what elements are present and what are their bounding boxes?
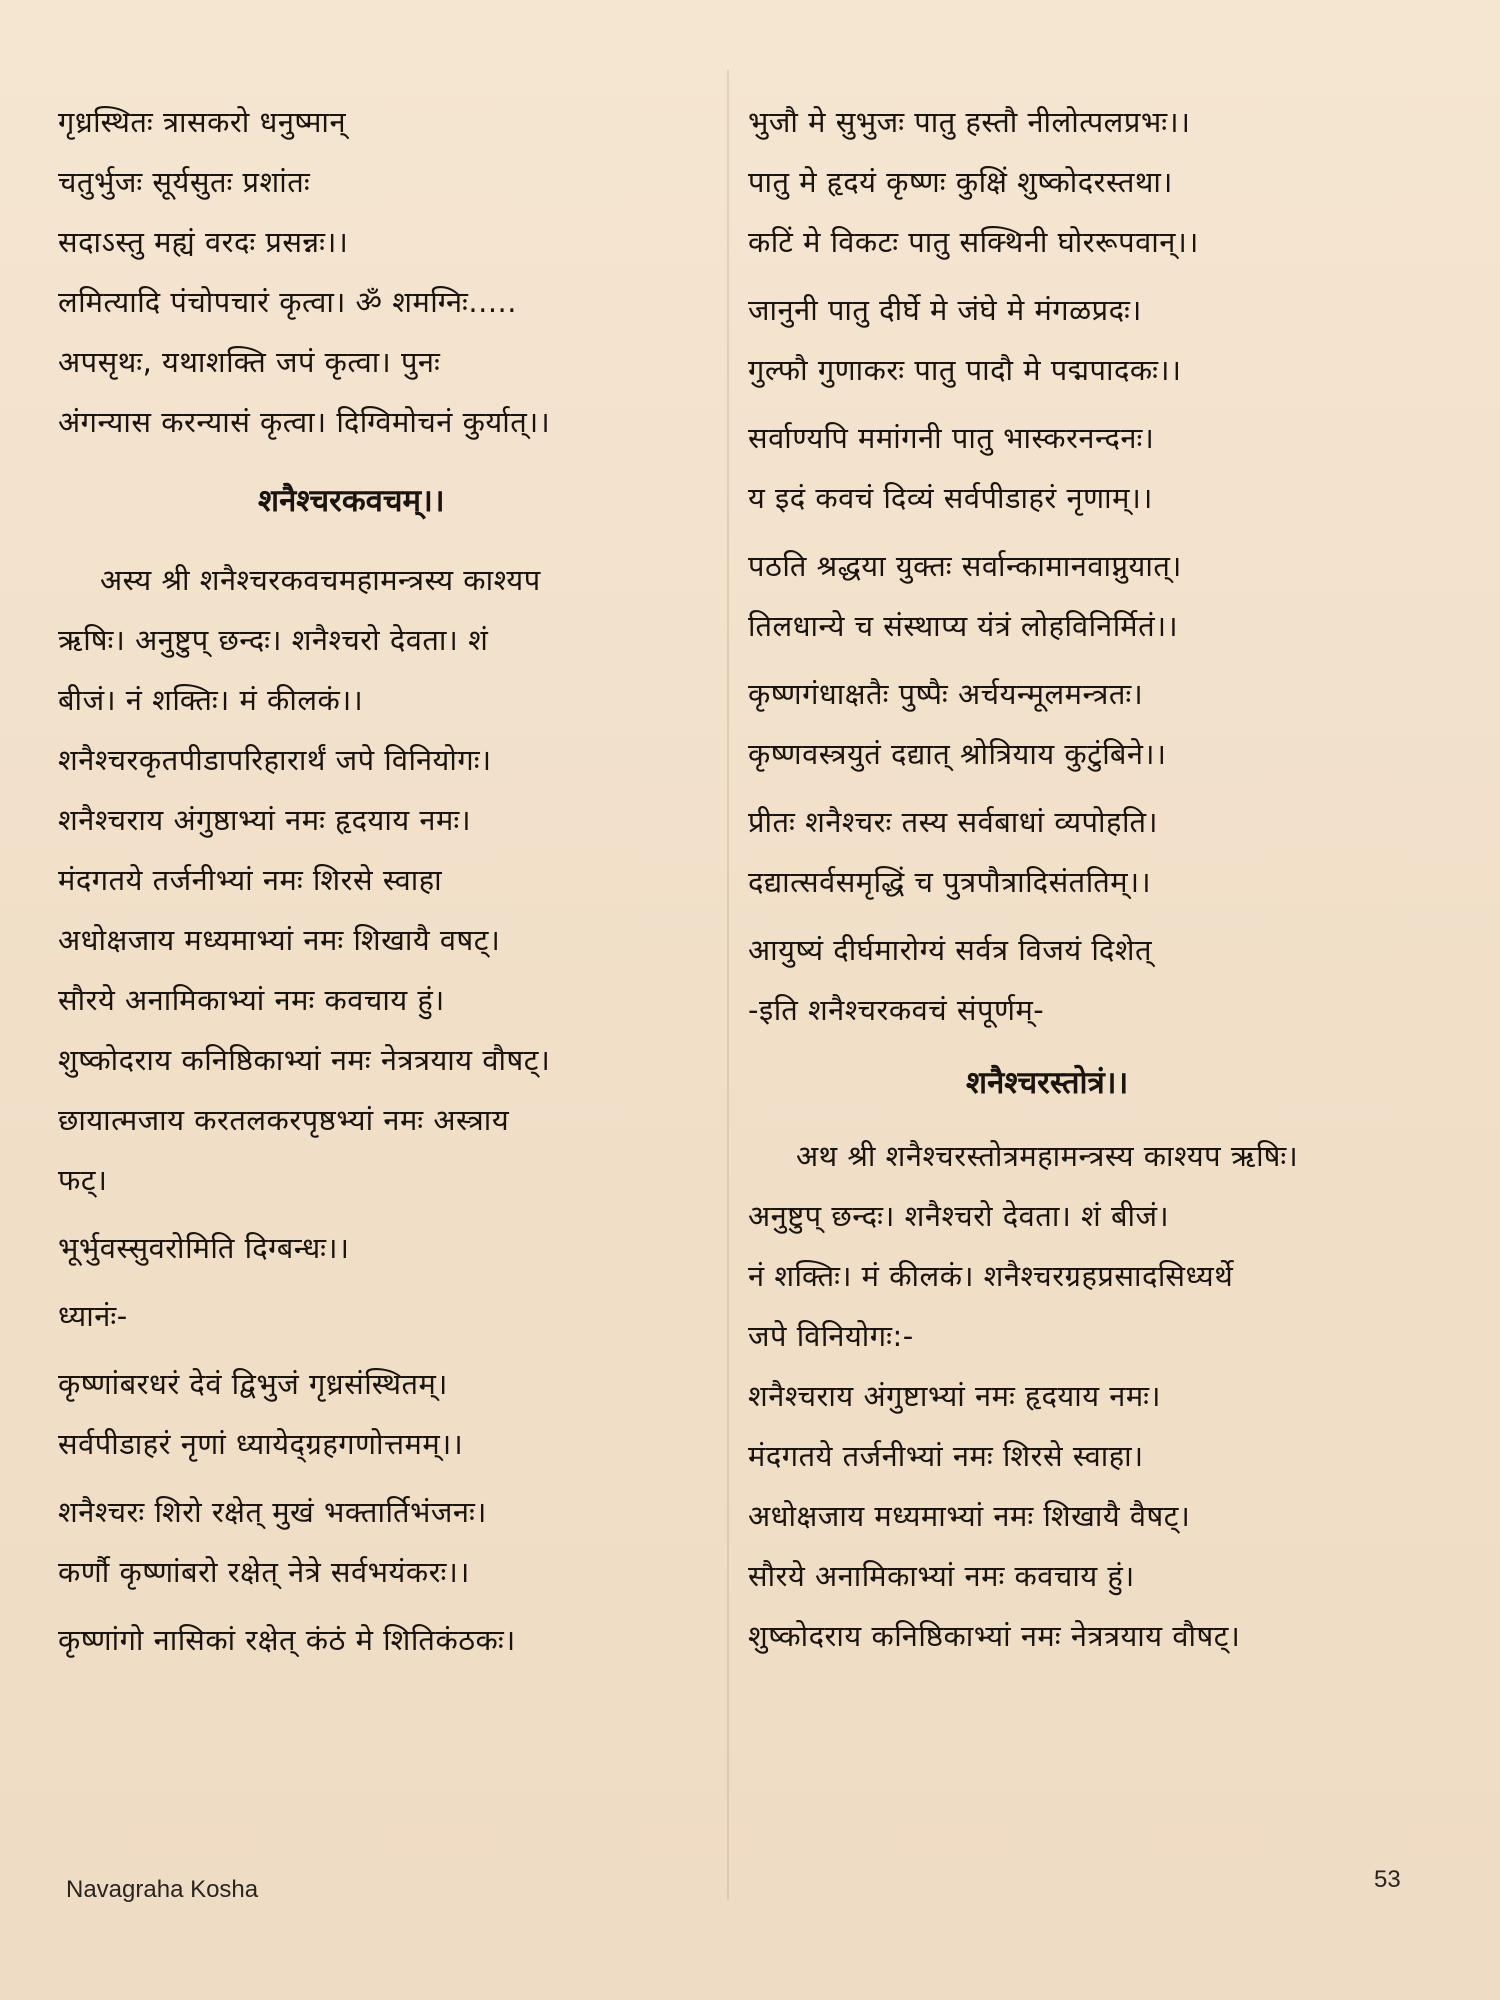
text-line: अनुष्टुप् छन्दः। शनैश्चरो देवता। शं बीजं। <box>748 1199 1170 1233</box>
spacer <box>748 784 1448 792</box>
text-line: आयुष्यं दीर्घमारोग्यं सर्वत्र विजयं दिशेत् <box>748 933 1153 967</box>
spacer <box>748 272 1448 280</box>
text-line: अधोक्षजाय मध्यमाभ्यां नमः शिखायै वषट्। <box>58 923 501 957</box>
text-line: जानुनी पातु दीर्घे मे जंघे मे मंगळप्रदः। <box>748 293 1142 327</box>
text-line: दद्यात्सर्वसमृद्धिं च पुत्रपौत्रादिसंततिम्।। <box>748 865 1152 899</box>
book-title-footer: Navagraha Kosha <box>66 1876 259 1903</box>
text-line: शनैश्चराय अंगुष्टाभ्यां नमः हृदयाय नमः। <box>748 1379 1162 1413</box>
spacer <box>58 536 718 550</box>
text-line: मंदगतये तर्जनीभ्यां नमः शिरसे स्वाहा <box>58 863 443 897</box>
text-line: प्रीतः शनैश्चरः तस्य सर्वबाधां व्यपोहति। <box>748 805 1158 839</box>
page-number: 53 <box>1374 1866 1401 1893</box>
text-line: गृध्रस्थितः त्रासकरो धनुष्मान् <box>58 105 347 139</box>
spacer <box>748 1118 1448 1126</box>
text-line: तिलधान्ये च संस्थाप्य यंत्रं लोहविनिर्मितं।। <box>748 609 1179 643</box>
text-line: कर्णौ कृष्णांबरो रक्षेत् नेत्रे सर्वभयंकरः।। <box>58 1555 470 1589</box>
text-line: सर्वपीडाहरं नृणां ध्यायेद्ग्रहगणोत्तमम्।। <box>58 1427 464 1461</box>
text-line: कृष्णांबरधरं देवं द्विभुजं गृध्रसंस्थितम्। <box>58 1367 448 1401</box>
text-line: य इदं कवचं दिव्यं सर्वपीडाहरं नृणाम्।। <box>748 481 1153 515</box>
text-line: अस्य श्री शनैश्चरकवचमहामन्त्रस्य काश्यप <box>100 563 541 597</box>
text-line: फट्। <box>58 1163 108 1197</box>
spacer <box>58 452 718 466</box>
spacer <box>58 1474 718 1482</box>
text-line: शुष्कोदराय कनिष्ठिकाभ्यां नमः नेत्रत्रयाय वौषट्। <box>748 1619 1241 1653</box>
text-line: अंगन्यास करन्यासं कृत्वा। दिग्विमोचनं कुर्यात्।। <box>58 405 551 439</box>
text-line: कृष्णगंधाक्षतैः पुष्पैः अर्चयन्मूलमन्त्रतः। <box>748 677 1144 711</box>
text-line: -इति शनैश्चरकवचं संपूर्णम्- <box>748 993 1045 1027</box>
text-line: लमित्यादि पंचोपचारं कृत्वा। ॐ शमग्निः..... <box>58 285 517 319</box>
section-heading: शनैश्चरस्तोत्रं।। <box>966 1065 1129 1101</box>
left-column <box>58 92 718 1670</box>
text-line: शनैश्चराय अंगुष्ठाभ्यां नमः हृदयाय नमः। <box>58 803 472 837</box>
text-line: शुष्कोदराय कनिष्ठिकाभ्यां नमः नेत्रत्रयाय वौषट्। <box>58 1043 551 1077</box>
text-line: चतुर्भुजः सूर्यसुतः प्रशांतः <box>58 165 311 199</box>
spacer <box>748 912 1448 920</box>
text-line: कटिं मे विकटः पातु सक्थिनी घोररूपवान्।। <box>748 225 1199 259</box>
text-line: भुजौ मे सुभुजः पातु हस्तौ नीलोत्पलप्रभः।। <box>748 105 1191 139</box>
right-column <box>748 92 1448 1666</box>
text-line: शनैश्चरः शिरो रक्षेत् मुखं भक्तार्तिभंजनः। <box>58 1495 487 1529</box>
text-line: भूर्भुवस्सुवरोमिति दिग्बन्धः।। <box>58 1231 350 1265</box>
text-line: पठति श्रद्धया युक्तः सर्वान्कामानवाप्नुयात्। <box>748 549 1182 583</box>
text-line: अधोक्षजाय मध्यमाभ्यां नमः शिखायै वैषट्। <box>748 1499 1191 1533</box>
spacer <box>748 1040 1448 1048</box>
spacer <box>58 1346 718 1354</box>
text-line: छायात्मजाय करतलकरपृष्ठभ्यां नमः अस्त्राय <box>58 1103 510 1137</box>
text-line: अपसृथः, यथाशक्ति जपं कृत्वा। पुनः <box>58 345 441 379</box>
text-line: सर्वाण्यपि ममांगनी पातु भास्करनन्दनः। <box>748 421 1155 455</box>
section-heading: शनैश्चरकवचम्।। <box>258 483 445 519</box>
text-line: शनैश्चरकृतपीडापरिहारार्थं जपे विनियोगः। <box>58 743 492 777</box>
text-line: सदाऽस्तु मह्यं वरदः प्रसन्नः।। <box>58 225 349 259</box>
column-gutter <box>727 70 729 1900</box>
text-line: ऋषिः। अनुष्टुप् छन्दः। शनैश्चरो देवता। शं <box>58 623 489 657</box>
text-line: बीजं। नं शक्तिः। मं कीलकं।। <box>58 683 364 717</box>
text-line: ध्यानंः- <box>58 1299 128 1333</box>
spacer <box>748 400 1448 408</box>
text-line: सौरये अनामिकाभ्यां नमः कवचाय हुं। <box>58 983 445 1017</box>
text-line: कृष्णवस्त्रयुतं दद्यात् श्रोत्रियाय कुटुंबिने।। <box>748 737 1167 771</box>
spacer <box>748 528 1448 536</box>
text-line: जपे विनियोगः:- <box>748 1319 914 1353</box>
spacer <box>58 1278 718 1286</box>
text-line: सौरये अनामिकाभ्यां नमः कवचाय हुं। <box>748 1559 1135 1593</box>
text-line: पातु मे हृदयं कृष्णः कुक्षिं शुष्कोदरस्तथा। <box>748 165 1173 199</box>
spacer <box>748 656 1448 664</box>
text-line: अथ श्री शनैश्चरस्तोत्रमहामन्त्रस्य काश्यप ऋषिः। <box>796 1139 1299 1173</box>
text-line: कृष्णांगो नासिकां रक्षेत् कंठं मे शितिकंठकः। <box>58 1623 516 1657</box>
text-line: मंदगतये तर्जनीभ्यां नमः शिरसे स्वाहा। <box>748 1439 1144 1473</box>
text-line: गुल्फौ गुणाकरः पातु पादौ मे पद्मपादकः।। <box>748 353 1182 387</box>
spacer <box>58 1602 718 1610</box>
text-line: नं शक्तिः। मं कीलकं। शनैश्चरग्रहप्रसादसिध्यर्थे <box>748 1259 1234 1293</box>
spacer <box>58 1210 718 1218</box>
